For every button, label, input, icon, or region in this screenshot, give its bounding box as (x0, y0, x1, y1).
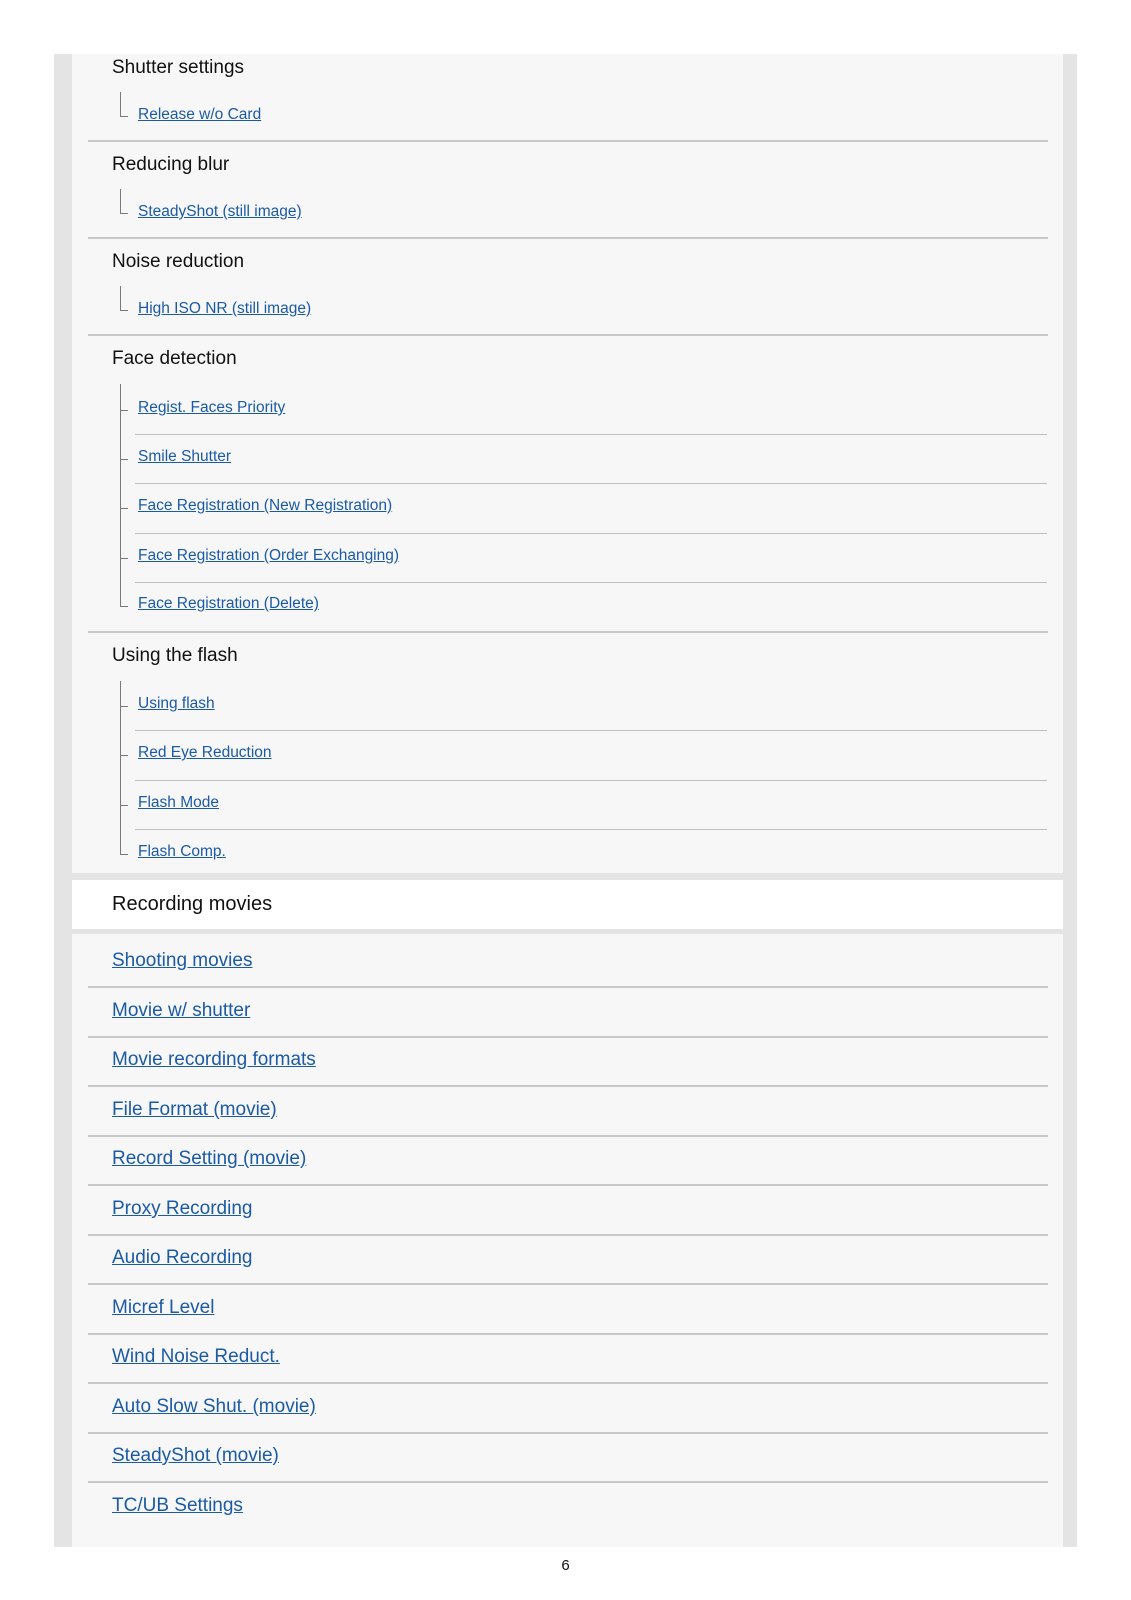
tree-branch (120, 410, 128, 411)
link-steadyshot-still[interactable]: SteadyShot (still image) (138, 203, 302, 220)
item-divider (88, 1432, 1048, 1434)
link-regist-faces-priority[interactable]: Regist. Faces Priority (138, 399, 286, 416)
item-divider (88, 1234, 1048, 1236)
tree-branch (120, 558, 128, 559)
item-divider (88, 1184, 1048, 1186)
item-divider (88, 1382, 1048, 1384)
item-divider (135, 483, 1047, 484)
section-divider (88, 237, 1048, 239)
item-divider (88, 986, 1048, 988)
item-divider (88, 1085, 1048, 1087)
item-divider (88, 1135, 1048, 1137)
link-auto-slow-shut-movie[interactable]: Auto Slow Shut. (movie) (112, 1396, 316, 1417)
tree-branch (120, 310, 128, 311)
link-release-wo-card[interactable]: Release w/o Card (138, 106, 262, 123)
section-divider (88, 631, 1048, 633)
section-title-shutter-settings: Shutter settings (112, 57, 245, 78)
section-divider (88, 334, 1048, 336)
link-high-iso-nr[interactable]: High ISO NR (still image) (138, 300, 312, 317)
recording-movies-title: Recording movies (112, 893, 273, 915)
tree-branch (120, 459, 128, 460)
item-divider (88, 1283, 1048, 1285)
tree-line (120, 92, 121, 117)
link-audio-recording[interactable]: Audio Recording (112, 1247, 253, 1268)
item-divider (135, 780, 1047, 781)
link-micref-level[interactable]: Micref Level (112, 1297, 215, 1318)
tree-branch (120, 606, 128, 607)
link-smile-shutter[interactable]: Smile Shutter (138, 448, 232, 465)
link-tc-ub-settings[interactable]: TC/UB Settings (112, 1495, 243, 1516)
link-proxy-recording[interactable]: Proxy Recording (112, 1198, 253, 1219)
item-divider (88, 1333, 1048, 1335)
section-divider (88, 140, 1048, 142)
link-face-registration-delete[interactable]: Face Registration (Delete) (138, 595, 319, 612)
link-flash-comp[interactable]: Flash Comp. (138, 843, 226, 860)
link-using-flash[interactable]: Using flash (138, 695, 215, 712)
tree-branch (120, 213, 128, 214)
item-divider (135, 730, 1047, 731)
link-movie-w-shutter[interactable]: Movie w/ shutter (112, 1000, 251, 1021)
link-file-format-movie[interactable]: File Format (movie) (112, 1099, 277, 1120)
item-divider (135, 829, 1047, 830)
tree-branch (120, 706, 128, 707)
section-title-using-the-flash: Using the flash (112, 645, 238, 666)
section-title-reducing-blur: Reducing blur (112, 154, 230, 175)
item-divider (135, 533, 1047, 534)
tree-branch (120, 805, 128, 806)
item-divider (88, 1481, 1048, 1483)
tree-branch (120, 755, 128, 756)
tree-branch (120, 508, 128, 509)
tree-line (120, 384, 121, 606)
item-divider (135, 582, 1047, 583)
tree-line (120, 286, 121, 311)
item-divider (88, 1036, 1048, 1038)
tree-line (120, 189, 121, 214)
link-face-registration-order[interactable]: Face Registration (Order Exchanging) (138, 547, 400, 564)
link-red-eye-reduction[interactable]: Red Eye Reduction (138, 744, 272, 761)
page-number: 6 (561, 1557, 570, 1574)
link-shooting-movies[interactable]: Shooting movies (112, 950, 253, 971)
tree-branch (120, 116, 128, 117)
section-title-noise-reduction: Noise reduction (112, 251, 245, 272)
section-title-face-detection: Face detection (112, 348, 237, 369)
tree-branch (120, 854, 128, 855)
link-wind-noise-reduct[interactable]: Wind Noise Reduct. (112, 1346, 280, 1367)
link-face-registration-new[interactable]: Face Registration (New Registration) (138, 497, 393, 514)
link-steadyshot-movie[interactable]: SteadyShot (movie) (112, 1445, 279, 1466)
link-movie-recording-formats[interactable]: Movie recording formats (112, 1049, 316, 1070)
link-flash-mode[interactable]: Flash Mode (138, 794, 219, 811)
item-divider (135, 434, 1047, 435)
link-record-setting-movie[interactable]: Record Setting (movie) (112, 1148, 307, 1169)
